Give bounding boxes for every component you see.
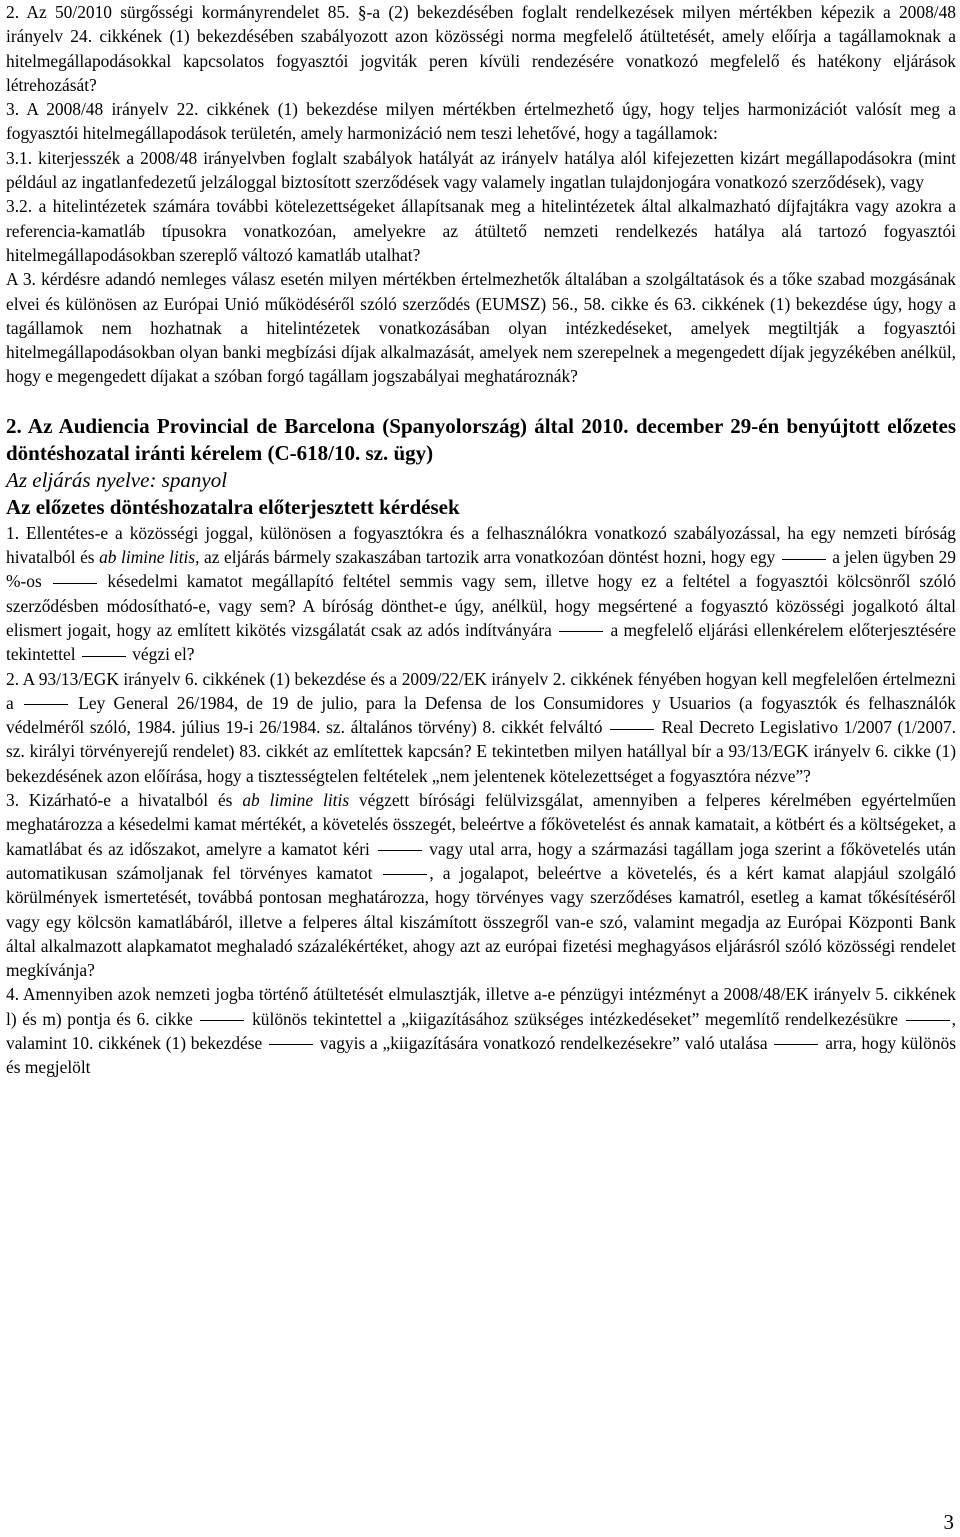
text-segment: 1. Ellentétes-e a közösségi joggal, különösen a fogyasztókra és a felhasználókra vonatkozó szabályozással, ha egy nemzeti bíróság hivatalból és — [6, 522, 956, 568]
text-segment: , az eljárás bármely szakaszában tartozik arra vonatkozóan döntést hozni, hogy egy — [195, 547, 780, 568]
em-dash — [82, 656, 126, 657]
text-segment: arra, hogy különös és megjelölt — [6, 1032, 956, 1078]
question-3-paragraph: 3. A 2008/48 irányelv 22. cikkének (1) bekezdése milyen mértékben értelmezhető úgy, hogy teljes harmonizációt valósít meg a fogyasztói hitelmegállapodások területén, amely harmonizáció nem teszi lehetővé, hogy a tagállamok: — [6, 99, 956, 144]
case-heading: 2. Az Audiencia Provincial de Barcelona (Spanyolország) által 2010. december 29-én benyújtott előzetes döntéshozatal iránti kérelem (C-618/10. sz. ügy) — [6, 413, 956, 465]
em-dash — [53, 583, 97, 584]
text-segment: 2. A 93/13/EGK irányelv 6. cikkének (1) bekezdése és a 2009/22/EK irányelv 2. cikkének fényében hogyan kell megfelelően értelmezni a — [6, 668, 956, 713]
em-dash — [269, 1044, 313, 1045]
em-dash — [774, 1044, 818, 1045]
question-3-2-paragraph: 3.2. a hitelintézetek számára további kötelezettségeket állapítsanak meg a hitelintézetek által alkalmazható díjfajtákra vagy azokra a referencia-kamatláb típusokra vonatkozóan, amelyekre az átültető nemzeti rendelkezés hatálya alá tartozó fogyasztói hitelmegállapodásokban szereplő változó kamatláb utalhat? — [6, 196, 956, 265]
text-segment: Ley General 26/1984, de 19 de julio, para la Defensa de los Consumidores y Usuarios (a fogyasztók és felhasználók védelméről szóló, 1984. július 19-i 26/1984. sz. általános törvény) 8. cikkét felváltó — [6, 692, 956, 738]
text-segment: a megfelelő eljárási ellenkérelem előterjesztésére tekintettel — [6, 619, 956, 665]
text-segment: a jelen ügyben 29 %-os — [6, 547, 956, 592]
italic-term: ab limine litis — [99, 547, 196, 568]
em-dash — [378, 850, 422, 851]
em-dash — [200, 1020, 244, 1021]
text-segment: 3. Kizárható-e a hivatalból és — [6, 790, 243, 811]
text-segment: végzi el? — [127, 644, 195, 665]
em-dash — [610, 729, 654, 730]
text-segment: különös tekintettel a „kiigazításához szükséges intézkedéseket” megemlítő rendelkezésükre — [246, 1008, 904, 1029]
page-number: 3 — [943, 1510, 954, 1534]
text-segment: Real Decreto Legislativo 1/2007 (1/2007. sz. királyi törvényerejű rendelet) 83. cikkét az említettek kapcsán? E tekintetben milyen hatállyal bír a 93/13/EGK irányelv 6. cikke (1) bekezdésének azon előírása, hogy a tisztességtelen feltételek „nem jelentenek kötelezettséget a fogyasztóra nézve”? — [6, 717, 957, 786]
procedure-language: Az eljárás nyelve: spanyol — [6, 467, 228, 492]
em-dash — [24, 704, 68, 705]
case-question-1 — [6, 521, 956, 667]
text-segment: vagyis a „kiigazítására vonatkozó rendelkezésekre” való utalása — [315, 1032, 773, 1053]
case-question-3 — [6, 788, 956, 982]
em-dash — [906, 1020, 950, 1021]
text-segment: , a jogalapot, beleértve a követelés, és a kért kamat alapjául szolgáló körülmények ismertetését, továbbá pontosan meghatározza, hogy törvényes vagy szerződéses kamatról, esetleg a kamat tőkésítéséről vagy egy kölcsön kamatlábáról, illetve a felperes által kiszámított összegről van-e szó, valamint megadja az Európai Központi Bank által alkalmazott alapkamatot meghaladó százalékértéket, ahogy azt az európai fizetési meghagyásos eljárásról szóló közösségi rendelet megkívánja? — [6, 862, 956, 981]
question-a3-paragraph: A 3. kérdésre adandó nemleges válasz esetén milyen mértékben értelmezhetők általában a szolgáltatások és a tőke szabad mozgásának elvei és különösen az Európai Unió működéséről szóló szerződés (EUMSZ) 56., 58. cikke és 63. cikkének (1) bekezdése úgy, hogy a tagállamok nem hozhatnak a hitelintézetek vonatkozásában olyan intézkedéseket, amelyek megtiltják a fogyasztói hitelmegállapodásokban olyan banki megbízási díjak alkalmazását, amelyek nem szerepelnek a megengedett díjak jegyzékében anélkül, hogy e megengedett díjakat a szóban forgó tagállam jogszabályai meghatároznák? — [6, 269, 956, 387]
question-2-paragraph: 2. Az 50/2010 sürgősségi kormányrendelet 85. §-a (2) bekezdésében foglalt rendelkezések milyen mértékben képezik a 2008/48 irányelv 24. cikkének (1) bekezdésében szabályozott azon közösségi norma megfelelő átültetését, amely előírja a tagállamoknak a hitelmegállapodásokkal kapcsolatos fogyasztói jogviták peren kívüli rendezésére vonatkozó megfelelő és hatékony eljárások létrehozását? — [6, 2, 956, 95]
em-dash — [383, 874, 427, 875]
em-dash — [559, 631, 603, 632]
question-3-1-paragraph: 3.1. kiterjesszék a 2008/48 irányelvben foglalt szabályok hatályát az irányelv hatálya alól kifejezetten kizárt megállapodásokra (mint például az ingatlanfedezetű jelzáloggal biztosított szerződések vagy valamely ingatlan tulajdonjogára vonatkozó szerződések), vagy — [6, 147, 956, 193]
case-question-4 — [6, 982, 956, 1079]
document-page — [6, 0, 956, 1080]
text-segment: , valamint 10. cikkének (1) bekezdése — [6, 1008, 956, 1053]
italic-term: ab limine litis — [242, 790, 350, 811]
text-segment: késedelmi kamatot megállapító feltétel semmis vagy sem, illetve hogy ez a feltétel a fogyasztói kölcsönről szóló szerződésben módosítható-e, vagy sem? A bíróság dönthet-e úgy, anélkül, hogy megsértené a fogyasztó közösségi jogalkotó által elismert jogait, hogy az említett kikötés vizsgálatát csak az adós indítványára — [6, 571, 956, 640]
em-dash — [782, 559, 826, 560]
case-question-2 — [6, 667, 956, 788]
spacer — [6, 389, 956, 413]
text-segment: végzett bírósági felülvizsgálat, amennyiben a felperes kérelmében egyértelműen meghatározza a késedelmi kamat mértékét, a követelés összegét, beleértve a főkövetelést és annak kamatait, a kötbért és a költségeket, a kamatlábat és az időszakot, amelyre a kamatot kéri — [6, 790, 956, 859]
questions-subheading: Az előzetes döntéshozatalra előterjesztett kérdések — [6, 494, 460, 519]
text-segment: vagy utal arra, hogy a származási tagállam joga szerint a főkövetelés után automatikusan számoljanak fel törvényes kamatot — [6, 838, 956, 883]
text-segment: 4. Amennyiben azok nemzeti jogba történő átültetését elmulasztják, illetve a-e pénzügyi intézményt a 2008/48/EK irányelv 5. cikkének l) és m) pontja és 6. cikke — [6, 984, 956, 1029]
